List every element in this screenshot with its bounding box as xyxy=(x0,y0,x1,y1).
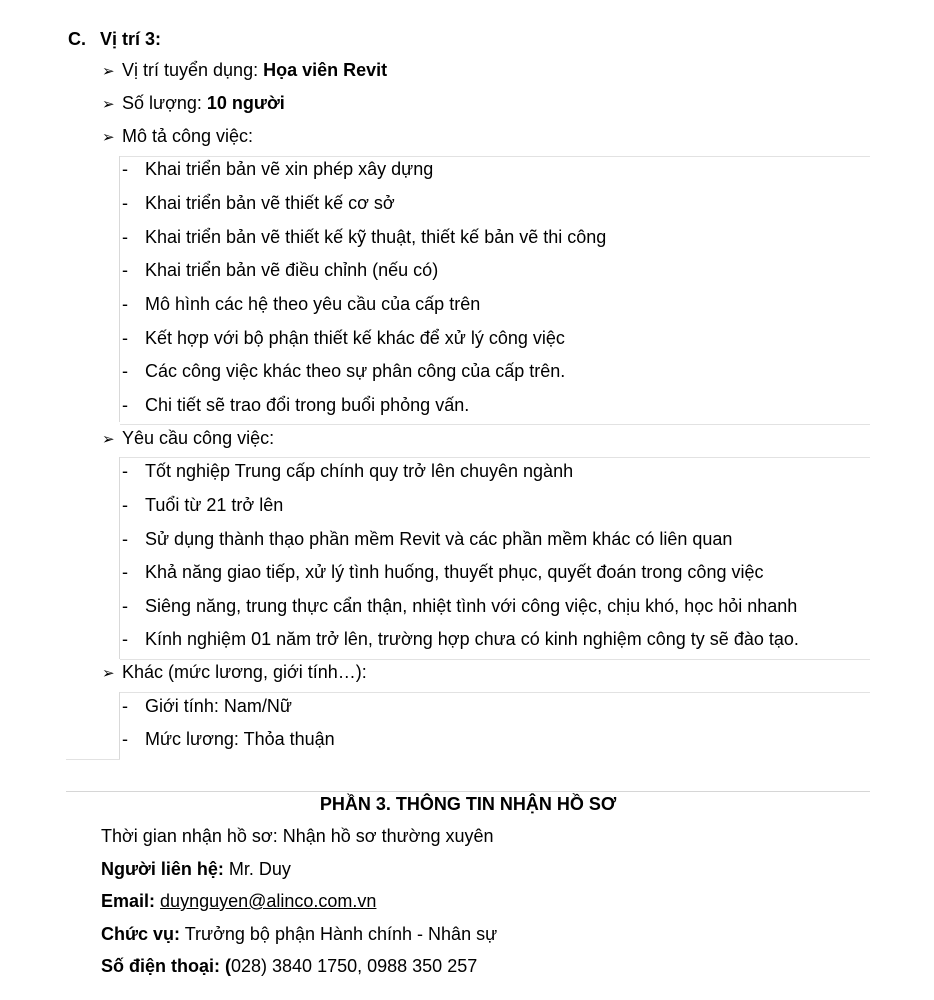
table-border-left xyxy=(119,156,120,422)
email-line xyxy=(101,890,376,912)
dash-bullet: - xyxy=(122,395,128,415)
dash-bullet: - xyxy=(122,159,128,179)
dash-bullet: - xyxy=(122,227,128,247)
dash-bullet: - xyxy=(122,562,128,582)
recruit-label: Vị trí tuyển dụng: xyxy=(122,60,264,80)
dash-bullet: - xyxy=(122,193,128,213)
list-item xyxy=(122,561,763,583)
email-label: Email: xyxy=(101,891,156,911)
requirements-label: Yêu cầu công việc: xyxy=(122,428,275,448)
quantity-label: Số lượng: xyxy=(122,93,207,113)
arrow-bullet-icon: ➢ xyxy=(102,431,115,448)
dash-bullet: - xyxy=(122,294,128,314)
list-item-text: Chi tiết sẽ trao đổi trong buổi phỏng vấn. xyxy=(145,395,470,415)
quantity-line xyxy=(102,92,285,116)
list-item xyxy=(122,628,799,650)
list-item-text: Khai triển bản vẽ xin phép xây dựng xyxy=(145,159,434,179)
list-item xyxy=(122,293,480,315)
list-item-text: Khai triển bản vẽ điều chỉnh (nếu có) xyxy=(145,260,439,280)
role-line xyxy=(101,923,497,945)
list-item xyxy=(122,192,395,214)
table-border-left xyxy=(119,692,120,760)
description-heading xyxy=(102,125,253,149)
list-item-text: Khai triển bản vẽ thiết kế cơ sở xyxy=(145,193,395,213)
role-value: Trưởng bộ phận Hành chính - Nhân sự xyxy=(180,924,498,944)
description-label: Mô tả công việc: xyxy=(122,126,254,146)
dash-bullet: - xyxy=(122,361,128,381)
list-item xyxy=(122,460,573,482)
table-border-bottom xyxy=(66,759,120,760)
table-border-bottom xyxy=(120,659,870,660)
list-item-text: Tốt nghiệp Trung cấp chính quy trở lên chuyên ngành xyxy=(145,461,574,481)
list-item xyxy=(122,327,565,349)
contact-person-line xyxy=(101,858,291,880)
list-item-text: Khả năng giao tiếp, xử lý tình huống, thuyết phục, quyết đoán trong công việc xyxy=(145,562,764,582)
section3-title: PHẦN 3. THÔNG TIN NHẬN HỒ SƠ xyxy=(319,794,617,814)
dash-bullet: - xyxy=(122,495,128,515)
arrow-bullet-icon: ➢ xyxy=(102,96,115,113)
list-item xyxy=(122,158,433,180)
list-item-text: Mô hình các hệ theo yêu cầu của cấp trên xyxy=(145,294,481,314)
list-item xyxy=(122,695,292,717)
list-item-text: Tuổi từ 21 trở lên xyxy=(145,495,284,515)
receive-time-line: Thời gian nhận hồ sơ: Nhận hồ sơ thường xuyên xyxy=(101,826,494,846)
list-item-text: Kính nghiệm 01 năm trở lên, trường hợp chưa có kinh nghiệm công ty sẽ đào tạo. xyxy=(145,629,799,649)
dash-bullet: - xyxy=(122,461,128,481)
dash-bullet: - xyxy=(122,729,128,749)
list-item-text: Các công việc khác theo sự phân công của cấp trên. xyxy=(145,361,566,381)
phone-value: 028) 3840 1750, 0988 350 257 xyxy=(231,956,478,976)
table-border-left xyxy=(119,457,120,659)
list-item-text: Mức lương: Thỏa thuận xyxy=(145,729,335,749)
contact-label: Người liên hệ: xyxy=(101,859,224,879)
email-link[interactable]: duynguyen@alinco.com.vn xyxy=(160,891,377,911)
recruit-line xyxy=(102,59,387,83)
list-item-text: Kết hợp với bộ phận thiết kế khác để xử lý công việc xyxy=(145,328,565,348)
list-item xyxy=(122,226,606,248)
position-title: Vị trí 3: xyxy=(100,29,162,49)
other-label: Khác (mức lương, giới tính…): xyxy=(122,662,367,682)
list-item-text: Giới tính: Nam/Nữ xyxy=(145,696,292,716)
list-item xyxy=(122,394,469,416)
arrow-bullet-icon: ➢ xyxy=(102,129,115,146)
dash-bullet: - xyxy=(122,696,128,716)
list-item xyxy=(122,259,438,281)
other-heading xyxy=(102,661,367,685)
table-border-bottom xyxy=(120,424,870,425)
dash-bullet: - xyxy=(122,629,128,649)
dash-bullet: - xyxy=(122,596,128,616)
list-item xyxy=(122,728,335,750)
position-letter: C. xyxy=(68,29,86,49)
phone-line xyxy=(101,955,477,977)
table-border-top xyxy=(120,156,870,157)
recruit-value: Họa viên Revit xyxy=(263,60,388,80)
list-item xyxy=(122,595,797,617)
quantity-value: 10 người xyxy=(206,93,285,113)
list-item-text: Khai triển bản vẽ thiết kế kỹ thuật, thiết kế bản vẽ thi công xyxy=(145,227,607,247)
table-border-top xyxy=(120,457,870,458)
list-item xyxy=(122,360,565,382)
list-item-text: Siêng năng, trung thực cẩn thận, nhiệt tình với công việc, chịu khó, học hỏi nhanh xyxy=(145,596,798,616)
contact-value: Mr. Duy xyxy=(223,859,291,879)
section-divider xyxy=(66,791,870,792)
list-item xyxy=(122,528,732,550)
table-border-top xyxy=(120,692,870,693)
dash-bullet: - xyxy=(122,260,128,280)
arrow-bullet-icon: ➢ xyxy=(102,63,115,80)
requirements-heading xyxy=(102,427,274,451)
list-item xyxy=(122,494,283,516)
phone-label: Số điện thoại: ( xyxy=(101,956,231,976)
role-label: Chức vụ: xyxy=(101,924,181,944)
dash-bullet: - xyxy=(122,529,128,549)
list-item-text: Sử dụng thành thạo phần mềm Revit và các phần mềm khác có liên quan xyxy=(145,529,733,549)
position-heading xyxy=(68,28,161,50)
arrow-bullet-icon: ➢ xyxy=(102,665,115,682)
dash-bullet: - xyxy=(122,328,128,348)
